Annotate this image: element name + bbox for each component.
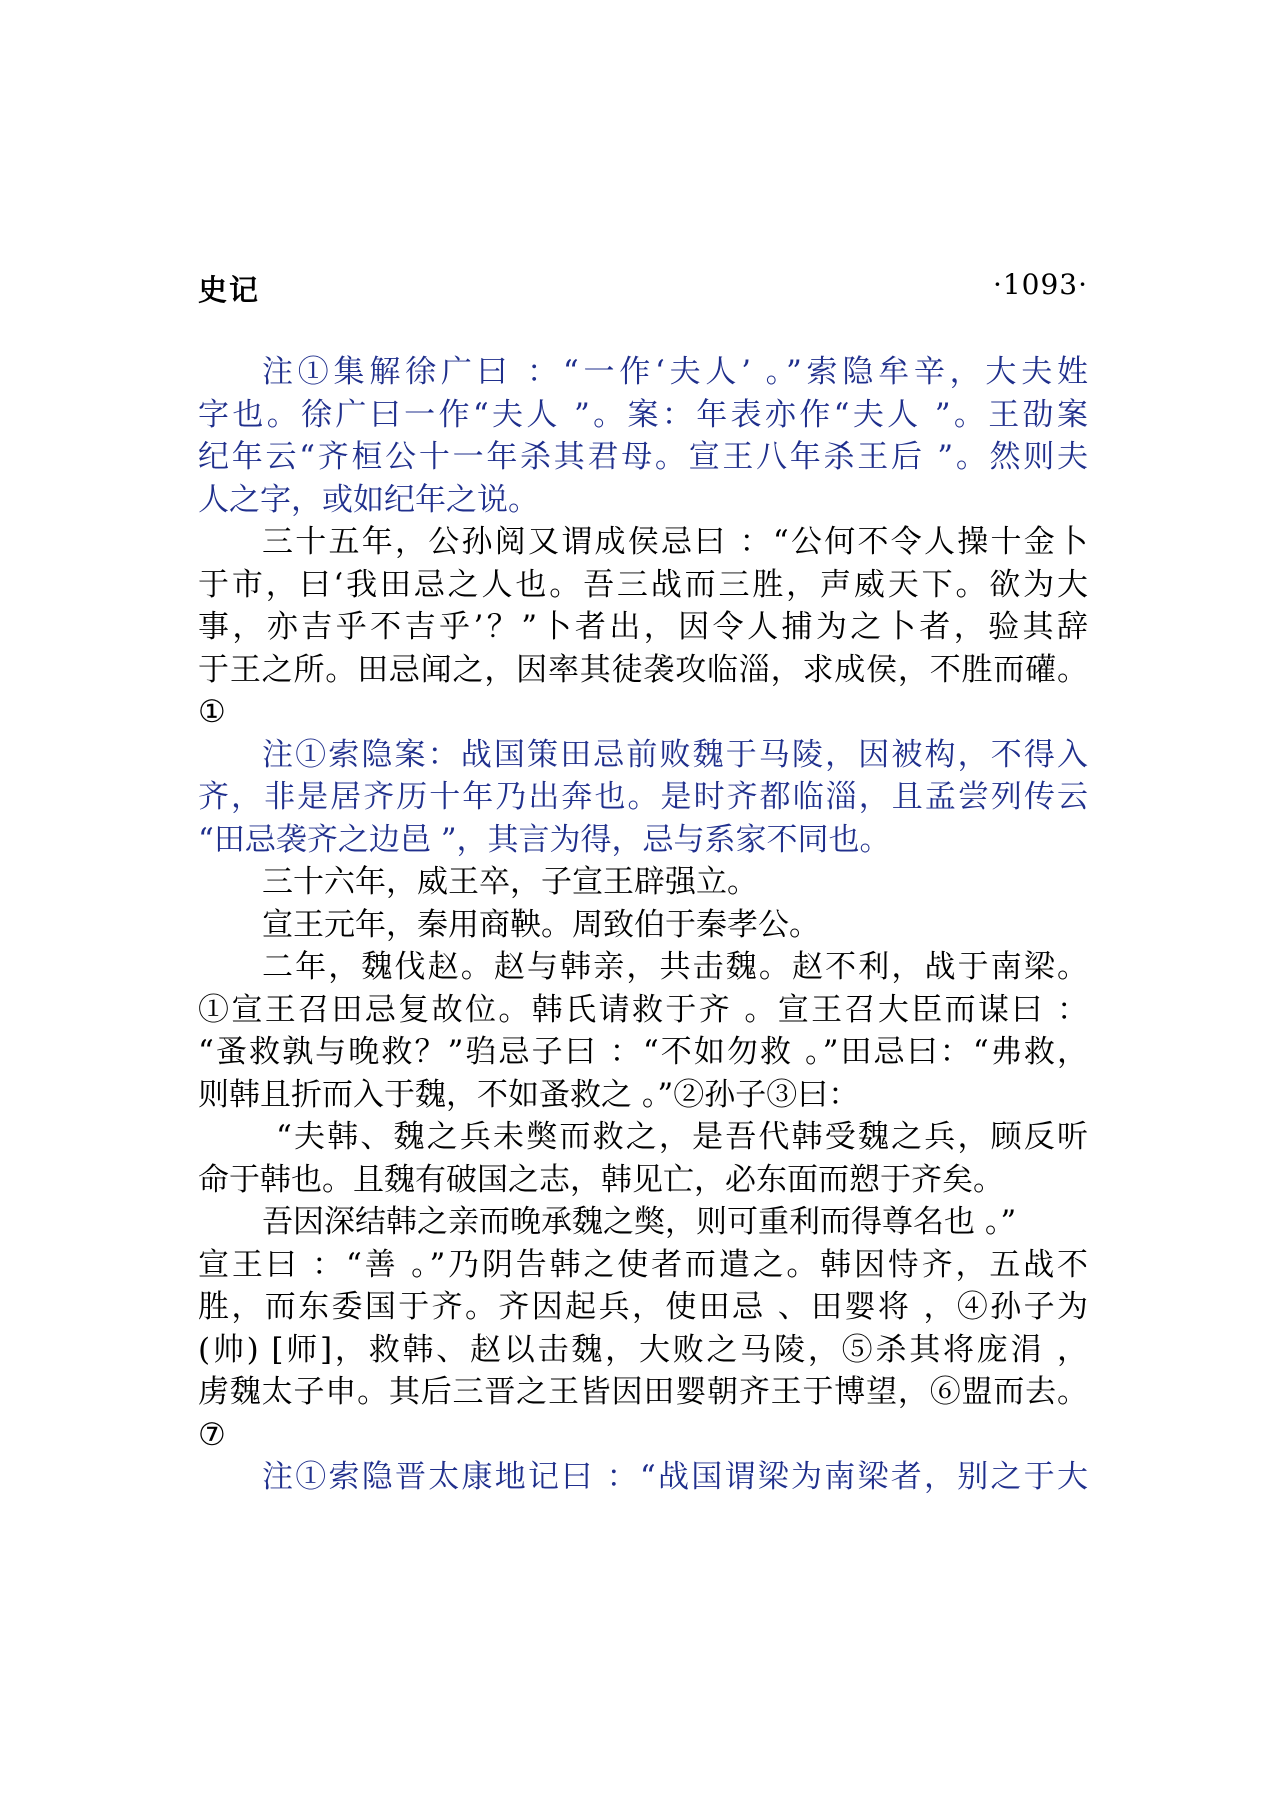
- annotation-line: 字也。徐广曰一作“夫人 ”。案：年表亦作“夫人 ”。王劭案: [198, 396, 1088, 433]
- text-line: 宣王元年，秦用商鞅。周致伯于秦孝公。: [262, 906, 820, 943]
- annotation-line: 注①索隐晋太康地记曰 ：“战国谓梁为南梁者，别之于大: [262, 1459, 1088, 1495]
- annotation-line: 注①集解徐广曰 ：“一作‘夫人’ 。”索隐牟辛，大夫姓: [262, 354, 1088, 390]
- text-line: 吾因深结韩之亲而晚承魏之獘，则可重利而得尊名也 。”: [262, 1204, 1017, 1240]
- text-line: 于王之所。田忌闻之，因率其徒袭攻临淄，求成侯，不胜而礶。: [198, 651, 1088, 688]
- text-line: ⑦: [198, 1416, 226, 1453]
- text-line: ①宣王召田忌复故位。韩氏请救于齐 。宣王召大臣而谋曰 ：: [198, 991, 1088, 1028]
- page-header: [198, 268, 1088, 308]
- text-line: 于市，曰‘我田忌之人也。吾三战而三胜，声威天下。欲为大: [198, 566, 1088, 603]
- page-body: [198, 351, 1088, 1499]
- annotation-line: 纪年云“齐桓公十一年杀其君母。宣王八年杀王后 ”。然则夫: [198, 439, 1088, 475]
- text-line: “夫韩、魏之兵未獘而救之，是吾代韩受魏之兵，顾反听: [276, 1119, 1088, 1155]
- page-number: ·1093·: [992, 268, 1088, 301]
- text-line: (帅) [师]，救韩、赵以击魏，大败之马陵，⑤杀其将庞涓 ，: [198, 1331, 1088, 1368]
- text-line: 命于韩也。且魏有破国之志，韩见亡，必东面而愬于齐矣。: [198, 1161, 1004, 1198]
- text-line: 二年，魏伐赵。赵与韩亲，共击魏。赵不利，战于南梁。: [262, 949, 1088, 985]
- text-line: 胜，而东委国于齐。齐因起兵，使田忌 、田婴将 ，④孙子为: [198, 1289, 1088, 1325]
- annotation-line: 齐，非是居齐历十年乃出奔也。是时齐都临淄，且孟尝列传云: [198, 779, 1088, 815]
- text-line: 事，亦吉乎不吉乎’？”卜者出，因令人捕为之卜者，验其辞: [198, 609, 1088, 645]
- text-line: ①: [198, 694, 226, 730]
- annotation-line: 人之字，或如纪年之说。: [198, 481, 539, 518]
- text-line: 宣王曰 ：“善 。”乃阴告韩之使者而遣之。韩因恃齐，五战不: [198, 1246, 1088, 1283]
- text-line: 虏魏太子申。其后三晋之王皆因田婴朝齐王于博望，⑥盟而去。: [198, 1374, 1088, 1410]
- book-title: 史记: [198, 273, 261, 307]
- text-line: 三十六年，威王卒，子宣王辟强立。: [262, 864, 758, 900]
- text-line: 则韩且折而入于魏，不如蚤救之 。”②孙子③曰：: [198, 1076, 860, 1113]
- text-line: “蚤救孰与晚救？”驺忌子曰 ：“不如勿救 。”田忌曰：“弗救，: [198, 1034, 1088, 1070]
- text-line: 三十五年，公孙阅又谓成侯忌曰 ：“公何不令人操十金卜: [262, 524, 1088, 560]
- annotation-line: “田忌袭齐之边邑 ”，其言为得，忌与系家不同也。: [198, 821, 891, 858]
- annotation-line: 注①索隐案：战国策田忌前败魏于马陵，因被构，不得入: [262, 736, 1088, 773]
